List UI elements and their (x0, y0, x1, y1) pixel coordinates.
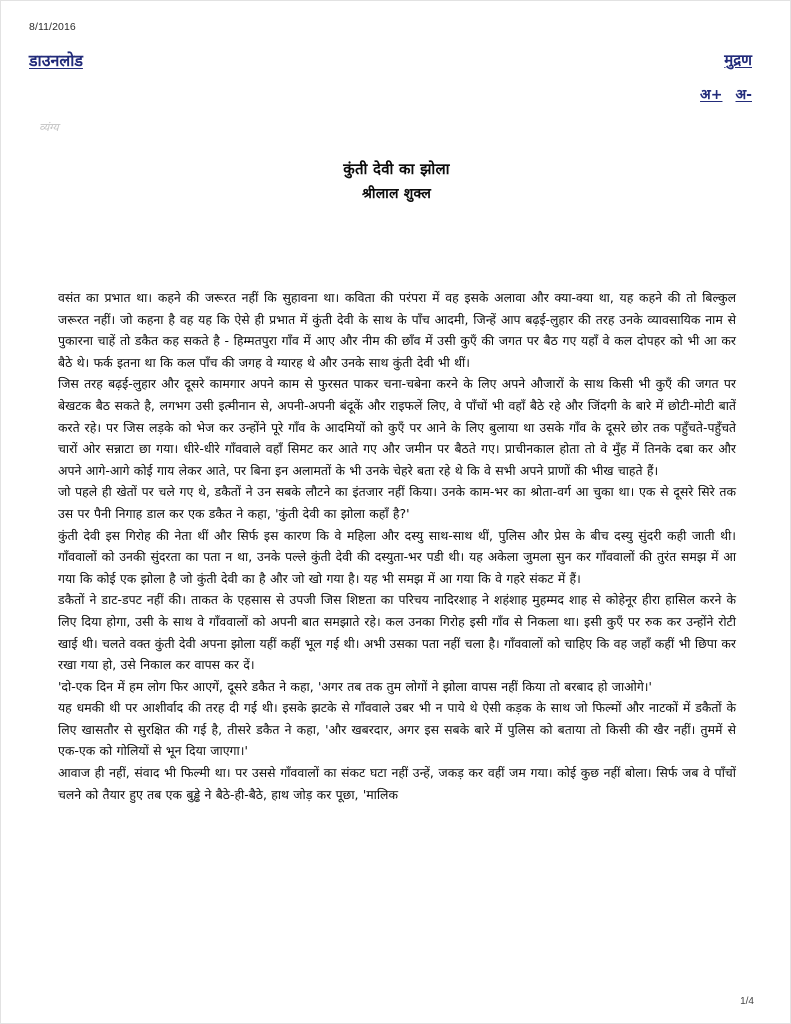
article-paragraph: डकैतों ने डाट-डपट नहीं की। ताकत के एहसास से उपजी जिस शिष्टता का परिचय नादिरशाह ने शहंशाह मुहम्मद शाह से कोहेनूर हीरा हासिल करने के लिए दिया होगा, उसी के साथ वे गाँववालों को अपनी बात समझाते रहे। कल उनका गिरोह इसी गाँव से निकला था। इसी कुएँ पर रुक कर उन्होंने रोटी खाई थी। चलते वक्त कुंती देवी अपना झोला यहीं कहीं भूल गई थी। अभी उसका पता नहीं चला है। गाँववालों को चाहिए कि वह जहाँ कहीं भी छिपा कर रखा गया हो, उसे निकाल कर वापस कर दें। (58, 592, 736, 673)
print-date: 8/11/2016 (29, 21, 76, 33)
article-paragraph: वसंत का प्रभात था। कहने की जरूरत नहीं कि सुहावना था। कविता की परंपरा में वह इसके अलावा और क्या-क्या था, यह कहने की तो बिल्कुल जरूरत नहीं। जो कहना है वह यह कि ऐसे ही प्रभात में कुंती देवी के साथ के पाँच आदमी, जिन्हें आप बढ़ई-लुहार की तरह उनके व्यावसायिक नाम से पुकारना चाहें तो डकैत कह सकते है - हिम्मतपुरा गाँव में आए और नीम की छाँव में उसी कुएँ की जगत पर बैठ गए यहाँ वे कल दोपहर को भी आ कर बैठे थे। फर्क इतना था कि कल पाँच की जगह वे ग्यारह थे और उनके साथ कुंती देवी भी थीं। (58, 290, 736, 370)
article-body (58, 287, 736, 805)
print-link[interactable]: मुद्रण (724, 51, 752, 69)
title-block (1, 159, 791, 205)
font-size-controls (700, 85, 752, 104)
article-paragraph: यह धमकी थी पर आशीर्वाद की तरह दी गई थी। इसके झटके से गाँववाले उबर भी न पाये थे ऐसी कड़क के साथ जो फिल्मों और नाटकों में डकैतों के लिए खासतौर से सुरक्षित की गई है, तीसरे डकैत ने कहा, 'और खबरदार, अगर इस सबके बारे में पुलिस को बताया तो किसी की खैर नहीं। तुममें से एक-एक को गोलियों से भून दिया जाएगा।' (58, 700, 736, 759)
page-number: 1/4 (740, 996, 754, 1007)
article-paragraph: आवाज ही नहीं, संवाद भी फिल्मी था। पर उससे गाँववालों का संकट घटा नहीं उन्हें, जकड़ कर वहीं जम गया। कोई कुछ नहीं बोला। सिर्फ जब वे पाँचों चलने को तैयार हुए तब एक बुड्ढे ने बैठे-ही-बैठे, हाथ जोड़ कर पूछा, 'मालिक (58, 765, 736, 802)
download-link[interactable]: डाउनलोड (29, 51, 83, 70)
article-paragraph: जिस तरह बढ़ई-लुहार और दूसरे कामगार अपने काम से फुरसत पाकर चना-चबेना करने के लिए अपने औजारों के साथ किसी भी कुएँ की जगत पर बेखटक बैठ सकते है, लगभग उसी इत्मीनान से, अपनी-अपनी बंदूकें और राइफलें लिए, वे पाँचों भी वहाँ बैठे रहे और जिंदगी के बारे में छोटी-मोटी बातें करते रहे। पर जिस लड़के को भेज कर उन्होंने पूरे गाँव के आदमियों को कुएँ पर आने के लिए बुलाया था उसके गाँव के दूसरे छोर तक पहुँचते-पहुँचते चारों ओर सन्नाटा छा गया। धीरे-धीरे गाँववाले वहाँ सिमट कर आते गए और जमीन पर बैठते गए। प्राचीनकाल होता तो वे मुँह में तिनके दबा कर और अपने आगे-आगे कोई गाय लेकर आते, पर बिना इन अलामतों के भी उनके चेहरे बता रहे थे कि वे सभी अपने प्राणों की भीख चाहते हैं। (58, 376, 736, 478)
font-decrease-button[interactable]: अ- (735, 87, 752, 103)
font-increase-button[interactable]: अ+ (700, 87, 723, 103)
article-paragraph: जो पहले ही खेतों पर चले गए थे, डकैतों ने उन सबके लौटने का इंतजार नहीं किया। उनके काम-भर का श्रोता-वर्ग आ चुका था। एक से दूसरे सिरे तक उस पर पैनी निगाह डाल कर एक डकैत ने कहा, 'कुंती देवी का झोला कहाँ है?' (58, 484, 736, 521)
article-author: श्रीलाल शुक्ल (361, 185, 432, 202)
article-paragraph: 'दो-एक दिन में हम लोग फिर आएगें, दूसरे डकैत ने कहा, 'अगर तब तक तुम लोगों ने झोला वापस नहीं किया तो बरबाद हो जाओगे।' (58, 678, 652, 694)
article-paragraph: कुंती देवी इस गिरोह की नेता थीं और सिर्फ इस कारण कि वे महिला और दस्यु साथ-साथ थीं, पुलिस और प्रेस के बीच दस्यु सुंदरी कही जाती थी। गाँववालों को उनकी सुंदरता का पता न था, उनके पल्ले कुंती देवी की दस्युता-भर पडी थी। यह अकेला जुमला सुन कर गाँववालों की तुरंत समझ में आ गया कि कोई एक झोला है जो कुंती देवी का है और जो खो गया है। यह भी समझ में आ गया कि वे गहरे संकट में हैं। (58, 527, 736, 586)
page-title: कुंती देवी का झोला (343, 160, 450, 178)
article-category: व्यंग्य (39, 121, 59, 134)
